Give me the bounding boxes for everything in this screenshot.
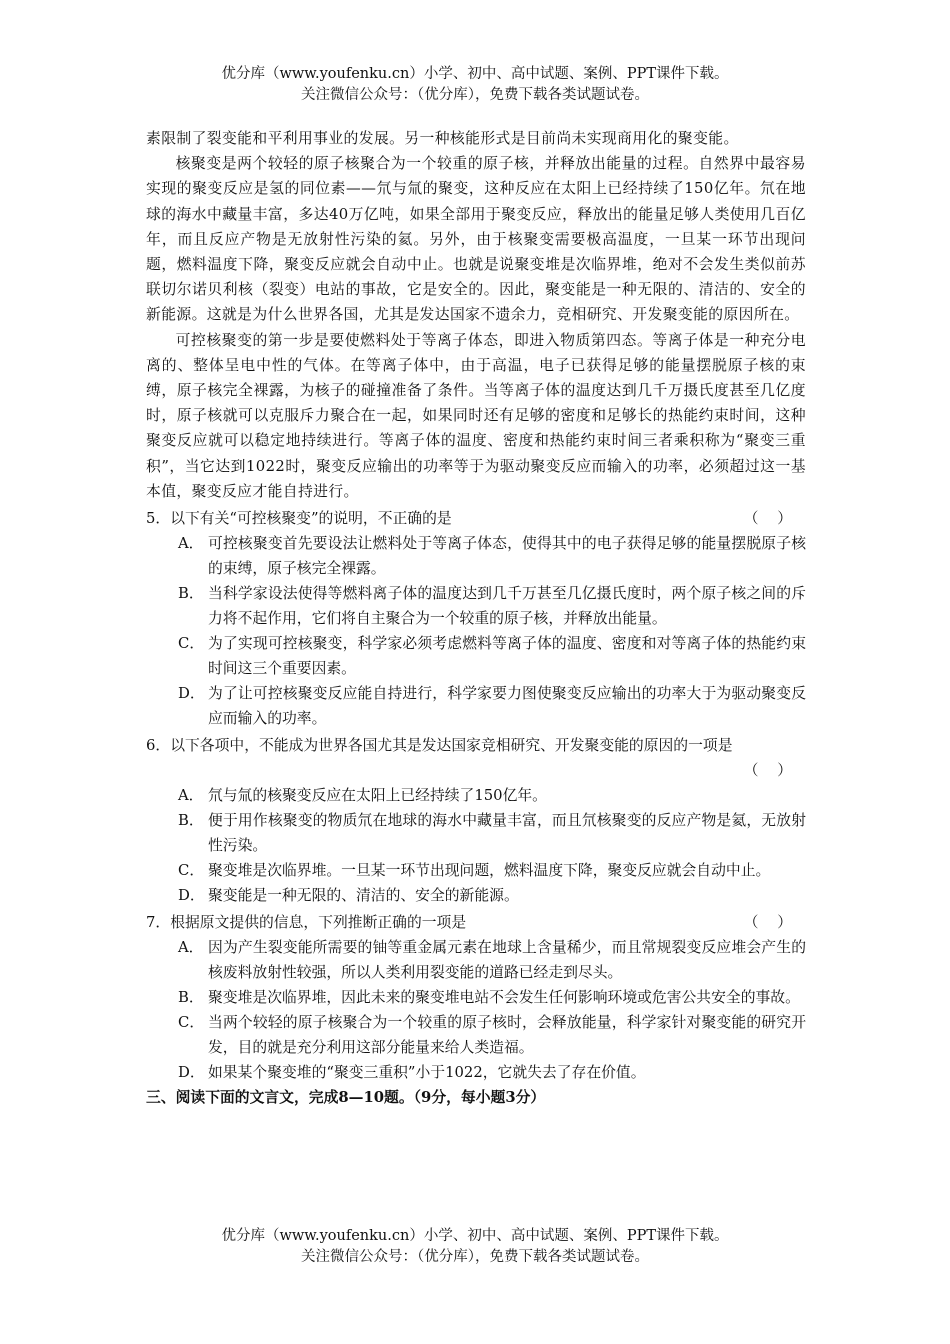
header-line-1: 优分库（www.youfenku.cn）小学、初中、高中试题、案例、PPT课件下载。 (221, 66, 729, 82)
document-body (146, 126, 806, 1111)
option-letter: D． (178, 887, 205, 905)
option-letter: C． (178, 1014, 205, 1032)
question-6 (146, 733, 806, 908)
question-5 (146, 506, 806, 731)
question-stem (146, 733, 806, 758)
option-text: 为了让可控核聚变反应能自持进行，科学家要力图使聚变反应输出的功率大于为驱动聚变反应而输入的功率。 (208, 685, 806, 728)
answer-paren: （ ） (743, 914, 792, 932)
option-text: 可控核聚变首先要设法让燃料处于等离子体态，使得其中的电子获得足够的能量摆脱原子核的束缚，原子核完全裸露。 (208, 535, 806, 578)
option-letter: A． (178, 939, 204, 957)
option-b (146, 581, 806, 631)
option-c (146, 631, 806, 681)
option-text: 当两个较轻的原子核聚合为一个较重的原子核时，会释放能量，科学家针对聚变能的研究开发，目的就是充分利用这部分能量来给人类造福。 (208, 1014, 806, 1057)
option-letter: C． (178, 635, 205, 653)
option-a (146, 531, 806, 581)
option-letter: A． (178, 787, 204, 805)
option-letter: A． (178, 535, 204, 553)
question-text: 7．根据原文提供的信息，下列推断正确的一项是 (146, 914, 467, 932)
option-a (146, 783, 806, 808)
option-c (146, 858, 806, 883)
question-stem (146, 506, 806, 531)
option-a (146, 935, 806, 985)
page-header (0, 64, 950, 106)
passage-paragraph: 可控核聚变的第一步是要使燃料处于等离子体态，即进入物质第四态。等离子体是一种充分电离的、整体呈电中性的气体。在等离子体中，由于高温，电子已获得足够的能量摆脱原子核的束缚，原子核完全裸露，为核子的碰撞准备了条件。当等离子体的温度达到几千万摄氏度甚至几亿度时，原子核就可以克服斥力聚合在一起，如果同时还有足够的密度和足够长的热能约束时间，这种聚变反应就可以稳定地持续进行。等离子体的温度、密度和热能约束时间三者乘积称为“聚变三重积”，当它达到1022时，聚变反应输出的功率等于为驱动聚变反应而输入的功率，必须超过这一基本值，聚变反应才能自持进行。 (146, 331, 806, 500)
option-b (146, 808, 806, 858)
option-b (146, 985, 806, 1010)
question-stem (146, 910, 806, 935)
option-letter: B． (178, 585, 204, 603)
option-d (146, 1060, 806, 1085)
footer-line-2: 关注微信公众号：（优分库），免费下载各类试题试卷。 (301, 1249, 649, 1265)
option-letter: D． (178, 1064, 205, 1082)
option-text: 聚变堆是次临界堆，因此未来的聚变堆电站不会发生任何影响环境或危害公共安全的事故。 (208, 989, 800, 1007)
option-text: 因为产生裂变能所需要的铀等重金属元素在地球上含量稀少，而且常规裂变反应堆会产生的核废料放射性较强，所以人类利用裂变能的道路已经走到尽头。 (208, 939, 806, 982)
passage-paragraph: 核聚变是两个较轻的原子核聚合为一个较重的原子核，并释放出能量的过程。自然界中最容易实现的聚变反应是氢的同位素——氘与氚的聚变，这种反应在太阳上已经持续了150亿年。氘在地球的海水中藏量丰富，多达40万亿吨，如果全部用于聚变反应，释放出的能量足够人类使用几百亿年，而且反应产物是无放射性污染的氦。另外，由于核聚变需要极高温度，一旦某一环节出现问题，燃料温度下降，聚变反应就会自动中止。也就是说聚变堆是次临界堆，绝对不会发生类似前苏联切尔诺贝利核（裂变）电站的事故，它是安全的。因此，聚变能是一种无限的、清洁的、安全的新能源。这就是为什么世界各国，尤其是发达国家不遗余力，竞相研究、开发聚变能的原因所在。 (146, 155, 806, 324)
option-letter: B． (178, 812, 204, 830)
option-text: 如果某个聚变堆的“聚变三重积”小于1022，它就失去了存在价值。 (208, 1064, 646, 1082)
question-7 (146, 910, 806, 1085)
passage-paragraph: 素限制了裂变能和平利用事业的发展。另一种核能形式是目前尚未实现商用化的聚变能。 (146, 130, 739, 147)
option-letter: D． (178, 685, 205, 703)
option-d (146, 681, 806, 731)
page-footer (0, 1226, 950, 1268)
option-text: 便于用作核聚变的物质氘在地球的海水中藏量丰富，而且氘核聚变的反应产物是氦，无放射性污染。 (208, 812, 806, 855)
option-c (146, 1010, 806, 1060)
question-text: 5．以下有关“可控核聚变”的说明，不正确的是 (146, 510, 452, 528)
option-letter: C． (178, 862, 205, 880)
question-text: 6．以下各项中，不能成为世界各国尤其是发达国家竞相研究、开发聚变能的原因的一项是 (146, 737, 733, 755)
footer-line-1: 优分库（www.youfenku.cn）小学、初中、高中试题、案例、PPT课件下载。 (221, 1228, 729, 1244)
option-text: 聚变堆是次临界堆。一旦某一环节出现问题，燃料温度下降，聚变反应就会自动中止。 (208, 862, 771, 880)
section-heading: 三、阅读下面的文言文，完成8—10题。（9分，每小题3分） (146, 1089, 546, 1107)
option-text: 聚变能是一种无限的、清洁的、安全的新能源。 (208, 887, 519, 905)
reading-passage (146, 126, 806, 504)
option-text: 当科学家设法使得等燃料离子体的温度达到几千万甚至几亿摄氏度时，两个原子核之间的斥力将不起作用，它们将自主聚合为一个较重的原子核，并释放出能量。 (208, 585, 806, 628)
option-text: 为了实现可控核聚变，科学家必须考虑燃料等离子体的温度、密度和对等离子体的热能约束时间这三个重要因素。 (208, 635, 806, 678)
answer-paren: （ ） (743, 510, 792, 528)
option-d (146, 883, 806, 908)
option-letter: B． (178, 989, 204, 1007)
option-text: 氘与氚的核聚变反应在太阳上已经持续了150亿年。 (208, 787, 547, 805)
header-line-2: 关注微信公众号：（优分库），免费下载各类试题试卷。 (301, 87, 649, 103)
answer-paren: （ ） (743, 762, 792, 780)
